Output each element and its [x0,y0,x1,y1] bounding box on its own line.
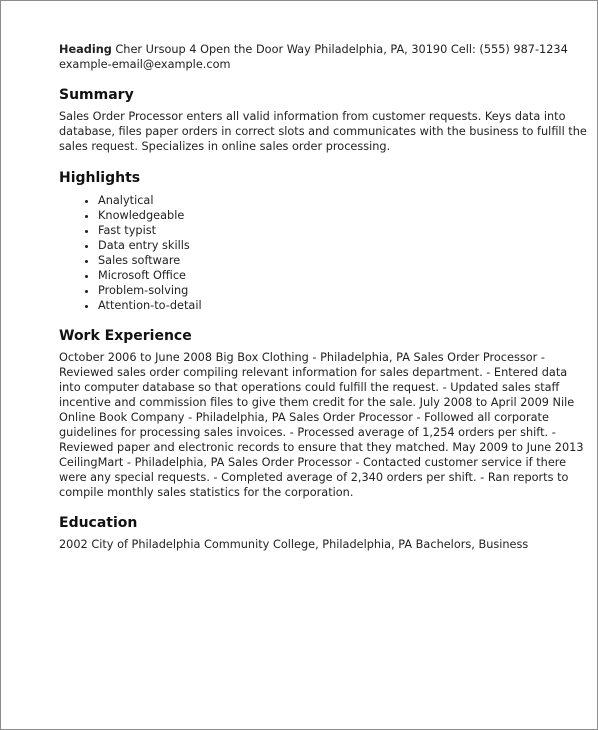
highlights-list [59,193,589,313]
contact-label: Heading [59,43,112,56]
contact-email: example-email@example.com [59,58,231,71]
education-text: 2002 City of Philadelphia Community College, Philadelphia, PA Bachelors, Business [59,538,529,551]
work-experience-heading: Work Experience [59,328,192,344]
highlights-heading: Highlights [59,170,141,186]
highlight-item: • Fast typist [98,223,589,238]
resume-content [59,42,589,552]
highlight-item: • Analytical [98,193,589,208]
work-experience-text: October 2006 to June 2008 Big Box Clothing - Philadelphia, PA Sales Order Processor - Reviewed sales order compiling relevant information for sales department. - Entered data into computer database so that operations could fulfill the request. - Updated sales staff incentive and commission files to give them credit for the sale. July 2008 to April 2009 Nile Online Book Company - Philadelphia, PA Sales Order Processor - Followed all corporate guidelines for processing sales invoices. - Processed average of 1,254 orders per shift. - Reviewed paper and electronic records to ensure that they matched. May 2009 to June 2013 CeilingMart - Philadelphia, PA Sales Order Processor - Contacted customer service if there were any special requests. - Completed average of 2,340 orders per shift. - Ran reports to compile monthly sales statistics for the corporation. [59,351,584,499]
highlight-item: • Sales software [98,253,589,268]
highlight-item: • Microsoft Office [98,268,589,283]
highlight-item: • Problem-solving [98,283,589,298]
contact-block [59,42,589,72]
highlight-item: • Attention-to-detail [98,298,589,313]
education-heading: Education [59,515,138,531]
summary-text: Sales Order Processor enters all valid information from customer requests. Keys data into database, files paper orders in correct slots and communicates with the business to fulfill the sales request. Specializes in online sales order processing. [59,110,587,153]
summary-heading: Summary [59,87,134,103]
highlight-item: • Knowledgeable [98,208,589,223]
contact-details: Cher Ursoup 4 Open the Door Way Philadelphia, PA, 30190 Cell: (555) 987-1234 [115,43,568,56]
highlight-item: • Data entry skills [98,238,589,253]
